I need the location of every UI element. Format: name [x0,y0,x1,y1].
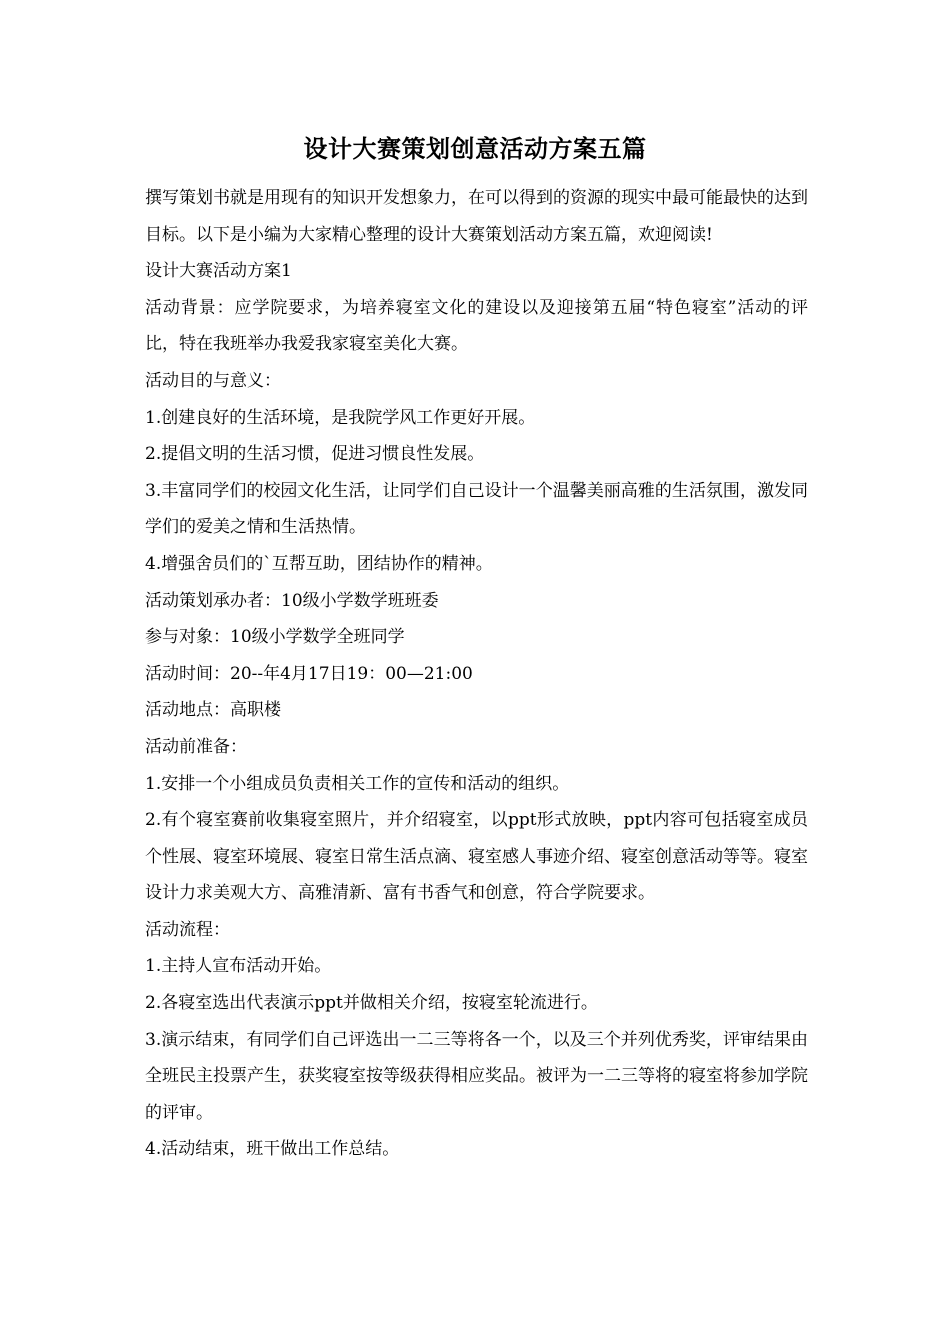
organizer-line: 活动策划承办者：10级小学数学班班委 [145,590,439,611]
process-item: 2.各寝室选出代表演示ppt并做相关介绍，按寝室轮流进行。 [145,993,598,1014]
preparation-item: 1.安排一个小组成员负责相关工作的宣传和活动的组织。 [145,773,570,794]
document-body [145,180,808,1168]
preparation-heading: 活动前准备： [145,736,247,757]
process-item: 4.活动结束，班干做出工作总结。 [145,1139,400,1160]
preparation-item: 2.有个寝室赛前收集寝室照片，并介绍寝室，以ppt形式放映，ppt内容可包括寝室成员个性展、寝室环境展、寝室日常生活点滴、寝室感人事迹介绍、寝室创意活动等等。寝室设计力求美观大方、高雅清新、富有书香气和创意，符合学院要求。 [145,810,808,904]
intro-paragraph: 撰写策划书就是用现有的知识开发想象力，在可以得到的资源的现实中最可能最快的达到目标。以下是小编为大家精心整理的设计大赛策划活动方案五篇，欢迎阅读! [145,188,808,245]
participants-line: 参与对象：10级小学数学全班同学 [145,627,405,648]
location-line: 活动地点：高职楼 [145,700,281,721]
document-title: 设计大赛策划创意活动方案五篇 [303,134,647,163]
purpose-heading: 活动目的与意义： [145,370,281,391]
section-heading: 设计大赛活动方案1 [145,261,292,282]
purpose-item: 4.增强舍员们的`互帮互助，团结协作的精神。 [145,553,493,574]
process-item: 3.演示结束，有同学们自己评选出一二三等将各一个，以及三个并列优秀奖，评审结果由全班民主投票产生，获奖寝室按等级获得相应奖品。被评为一二三等将的寝室将参加学院的评审。 [145,1029,808,1123]
purpose-item: 2.提倡文明的生活习惯，促进习惯良性发展。 [145,444,485,465]
process-item: 1.主持人宣布活动开始。 [145,956,332,977]
activity-background: 活动背景：应学院要求，为培养寝室文化的建设以及迎接第五届“特色寝室”活动的评比，特在我班举办我爱我家寝室美化大赛。 [145,297,808,355]
time-line: 活动时间：20--年4月17日19：00—21:00 [145,663,473,684]
purpose-item: 1.创建良好的生活环境，是我院学风工作更好开展。 [145,407,536,428]
process-heading: 活动流程： [145,919,230,940]
purpose-item: 3.丰富同学们的校园文化生活，让同学们自己设计一个温馨美丽高雅的生活氛围，激发同学们的爱美之情和生活热情。 [145,480,808,538]
